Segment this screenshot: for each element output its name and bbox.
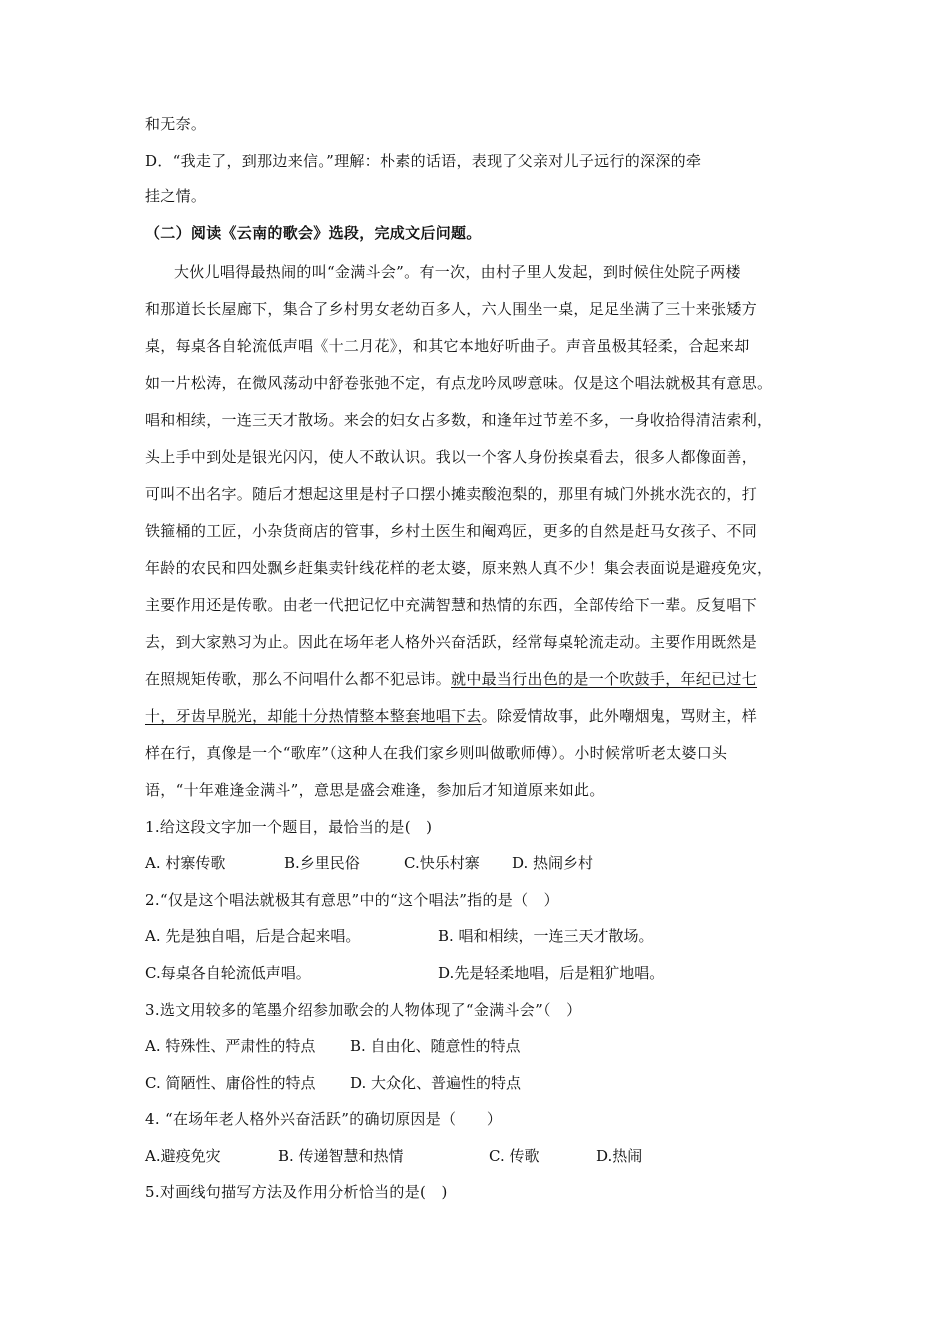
passage-line: 和那道长长屋廊下，集合了乡村男女老幼百多人，六人围坐一桌，足足坐满了三十来张矮方 — [145, 300, 758, 318]
passage-line: 年龄的农民和四处飘乡赶集卖针线花样的老太婆，原来熟人真不少！集会表面说是避疫免灾， — [145, 559, 773, 577]
passage-line: 唱和相续，一连三天才散场。来会的妇女占多数，和逢年过节差不多，一身收拾得清洁索利， — [145, 411, 773, 429]
passage-text: 在照规矩传歌，那么不问唱什么都不犯忌讳。 — [145, 670, 452, 688]
option-d: D. 大众化、普遍性的特点 — [350, 1074, 522, 1092]
passage-text: 。除爱情故事，此外嘲烟鬼，骂财主，样 — [481, 707, 758, 725]
option-d: D.热闹 — [596, 1147, 643, 1165]
option-d-text: D．“我走了，到那边来信。”理解：朴素的话语，表现了父亲对儿子远行的深深的牵 — [145, 152, 702, 170]
passage-line: 主要作用还是传歌。由老一代把记忆中充满智慧和热情的东西，全部传给下一辈。反复唱下 — [145, 596, 758, 614]
question-stem: 2.“仅是这个唱法就极其有意思”中的“这个唱法”指的是（ ） — [145, 891, 559, 909]
passage-line: 头上手中到处是银光闪闪，使人不敢认识。我以一个客人身份挨桌看去，很多人都像面善， — [145, 448, 758, 466]
option-a: A.避疫免灾 — [145, 1147, 221, 1165]
option-a: A. 特殊性、严肃性的特点 — [145, 1037, 316, 1055]
passage-line: 如一片松涛，在微风荡动中舒卷张弛不定，有点龙吟凤哕意味。仅是这个唱法就极其有意思。 — [145, 374, 773, 392]
passage-line: 可叫不出名字。随后才想起这里是村子口摆小摊卖酸泡梨的，那里有城门外挑水洗衣的，打 — [145, 485, 758, 503]
section-heading: （二）阅读《云南的歌会》选段，完成文后问题。 — [145, 224, 482, 242]
option-c: C.每桌各自轮流低声唱。 — [145, 964, 311, 982]
passage-line: 语，“十年难逢金满斗”，意思是盛会难逢，参加后才知道原来如此。 — [145, 781, 605, 799]
underlined-sentence: 就中最当行出色的是一个吹鼓手，年纪已过七 — [451, 670, 758, 688]
question-stem: 1.给这段文字加一个题目，最恰当的是( ) — [145, 818, 433, 836]
option-b: B. 唱和相续，一连三天才散场。 — [438, 927, 654, 945]
underlined-sentence: 十，牙齿早脱光，却能十分热情整本整套地唱下去 — [145, 707, 482, 725]
option-d: D. 热闹乡村 — [512, 854, 594, 872]
question-stem: 3.选文用较多的笔墨介绍参加歌会的人物体现了“金满斗会”（ ） — [145, 1001, 582, 1019]
option-c: C.快乐村寨 — [404, 854, 480, 872]
passage-line: 铁箍桶的工匠，小杂货商店的管事，乡村土医生和阉鸡匠，更多的自然是赶马女孩子、不同 — [145, 522, 758, 540]
question-stem: 5.对画线句描写方法及作用分析恰当的是( ) — [145, 1183, 448, 1201]
option-d: D.先是轻柔地唱，后是粗犷地唱。 — [438, 964, 665, 982]
text-line: 和无奈。 — [145, 115, 207, 133]
passage-line: 去，到大家熟习为止。因此在场年老人格外兴奋活跃，经常每桌轮流走动。主要作用既然是 — [145, 633, 758, 651]
option-b: B. 传递智慧和热情 — [278, 1147, 404, 1165]
passage-line: 桌，每桌各自轮流低声唱《十二月花》，和其它本地好听曲子。声音虽极其轻柔，合起来却 — [145, 337, 750, 355]
text-line: 挂之情。 — [145, 187, 207, 205]
option-c: C. 简陋性、庸俗性的特点 — [145, 1074, 316, 1092]
option-a: A. 先是独自唱，后是合起来唱。 — [145, 927, 361, 945]
passage-line: 样在行，真像是一个“歌库”（这种人在我们家乡则叫做歌师傅）。小时候常听老太婆口头 — [145, 744, 728, 762]
passage-line — [145, 706, 757, 726]
option-c: C. 传歌 — [489, 1147, 540, 1165]
passage-line — [145, 669, 757, 689]
option-a: A. 村寨传歌 — [145, 854, 226, 872]
passage-line: 大伙儿唱得最热闹的叫“金满斗会”。有一次，由村子里人发起，到时候住处院子两楼 — [174, 263, 741, 281]
option-b: B.乡里民俗 — [284, 854, 360, 872]
option-b: B. 自由化、随意性的特点 — [350, 1037, 521, 1055]
question-stem: 4. “在场年老人格外兴奋活跃”的确切原因是（ ） — [145, 1110, 503, 1128]
